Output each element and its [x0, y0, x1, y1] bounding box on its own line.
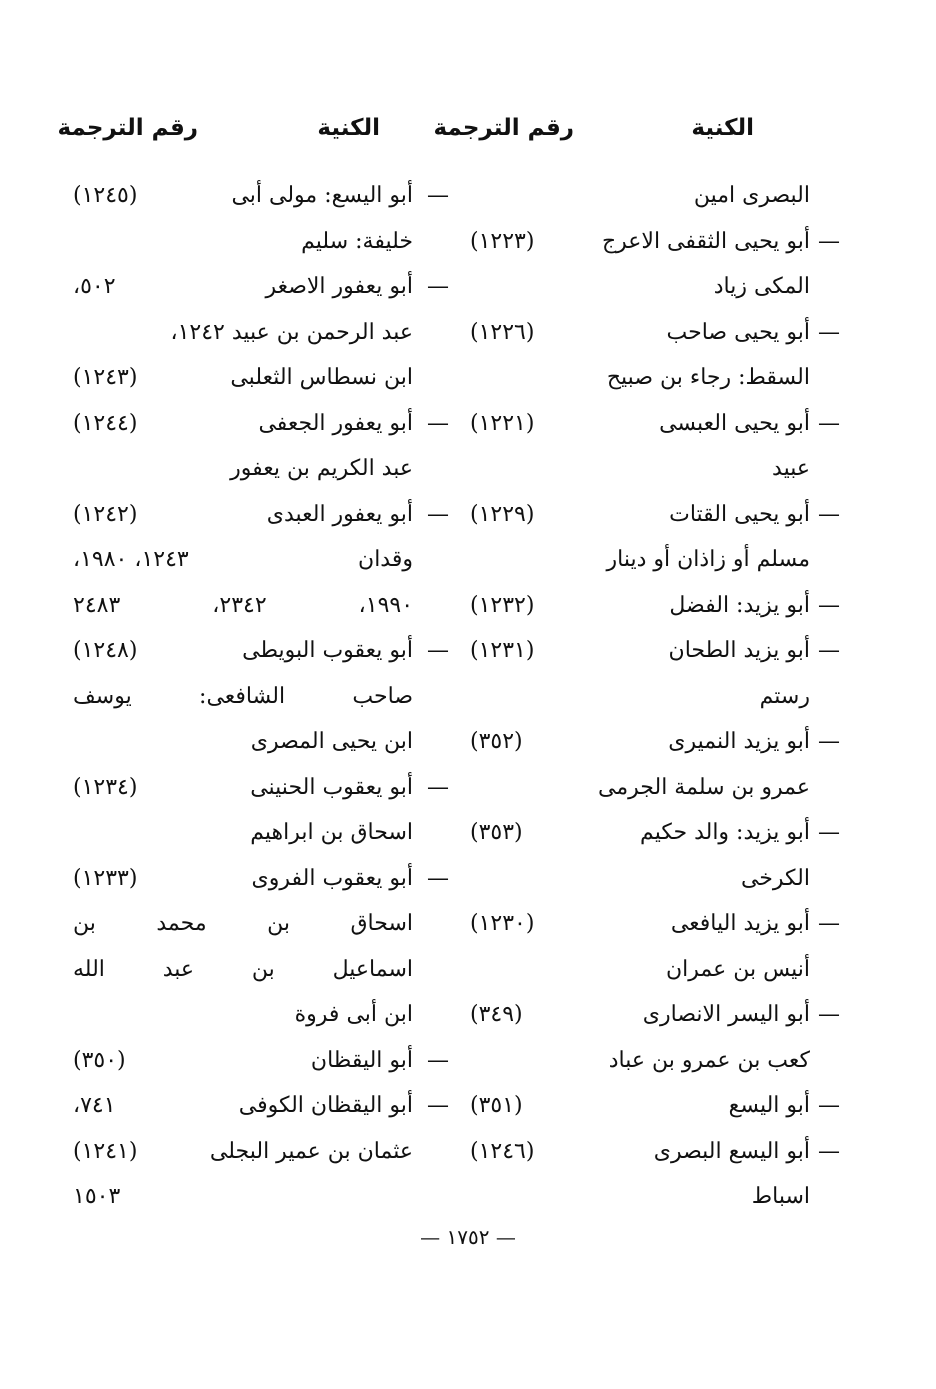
entry-name: وقدان	[358, 547, 413, 572]
entry-dash: —	[818, 1002, 840, 1027]
entry-number: (١٢٤٢)	[73, 501, 138, 527]
index-row	[73, 583, 413, 629]
entry-name: أبو يزيد اليافعى	[670, 911, 810, 936]
index-row	[73, 1083, 449, 1129]
entry-name: مسلم أو زاذان أو دينار	[606, 547, 810, 572]
entry-dash: —	[818, 638, 840, 663]
index-row	[470, 628, 840, 674]
index-row	[73, 264, 449, 310]
index-row	[73, 674, 413, 720]
entry-dash: —	[427, 774, 449, 800]
entry-name: الكرخى	[740, 865, 810, 891]
header-left-number: رقم الترجمة	[57, 115, 198, 141]
index-row	[470, 674, 810, 720]
entry-name: عبد الرحمن بن عبيد ١٢٤٢،	[170, 319, 413, 345]
entry-name: عبيد	[772, 456, 810, 481]
entry-name: أبو يزيد: والد حكيم	[640, 820, 810, 845]
entry-number: ١٥٠٣	[73, 1184, 121, 1209]
entry-number: (١٢٣٠)	[470, 911, 535, 936]
index-row	[470, 583, 840, 629]
entry-number: (١٢٢٩)	[470, 501, 535, 527]
index-row	[470, 219, 840, 265]
entry-name: أبو يحيى الثقفى الاعرج	[601, 228, 810, 254]
entry-number: (١٢٤٥)	[73, 183, 138, 208]
entry-dash: —	[427, 501, 449, 527]
entry-name: أبو يعفور العبدى	[266, 501, 413, 527]
entry-dash: —	[427, 638, 449, 663]
entry-dash: —	[427, 865, 449, 891]
header-right-number: رقم الترجمة	[433, 115, 574, 141]
index-row	[73, 1038, 449, 1084]
entry-name: أبو اليسر الانصارى	[642, 1002, 810, 1027]
index-column-right	[470, 173, 840, 1220]
index-row	[470, 173, 810, 219]
entry-number: (١٢٤٣)	[73, 365, 138, 390]
index-row	[470, 992, 840, 1038]
entry-name: عثمان بن عمير البجلى	[209, 1138, 413, 1164]
entry-dash: —	[818, 501, 840, 527]
index-row	[470, 492, 840, 538]
index-row	[73, 1129, 413, 1175]
index-row	[470, 355, 810, 401]
entry-number: (١٢٤٤)	[73, 410, 138, 436]
entry-dash: —	[427, 410, 449, 436]
index-row	[470, 1083, 840, 1129]
entry-number: (٣٤٩)	[470, 1002, 523, 1027]
entry-number: ٥٠٢،	[73, 274, 116, 299]
header-right-name: الكنية	[691, 115, 754, 141]
index-row	[470, 810, 840, 856]
entry-number: ٧٤١،	[73, 1093, 116, 1118]
index-row	[470, 310, 840, 356]
entry-dash: —	[818, 820, 840, 845]
entry-dash: —	[818, 592, 840, 618]
entry-name: أبو يزيد الطحان	[668, 638, 810, 663]
index-row	[73, 992, 413, 1038]
entry-number: (٣٥٣)	[470, 820, 523, 845]
entry-number: (١٢٣٢)	[470, 592, 535, 618]
index-row	[470, 719, 840, 765]
entry-name: رستم	[759, 683, 810, 709]
entry-name: أنيس بن عمران	[665, 956, 810, 982]
index-row	[73, 355, 413, 401]
entry-dash: —	[818, 319, 840, 345]
entry-name: أبو يعقوب البويطى	[242, 638, 413, 663]
entry-name: أبو يحيى العبسى	[659, 410, 810, 436]
entry-name: أبو يحيى القتات	[669, 501, 810, 527]
entry-name: ابن نسطاس الثعلبى	[230, 365, 413, 390]
index-row	[470, 947, 810, 993]
index-row	[73, 901, 413, 947]
index-row	[73, 310, 413, 356]
entry-dash: —	[818, 911, 840, 936]
entry-name: اسحاق بن ابراهيم	[250, 820, 413, 845]
entry-name: أبو اليسع: مولى أبى	[231, 183, 413, 208]
entry-number: (١٢٢٣)	[470, 228, 535, 254]
entry-number: (١٢٢٦)	[470, 319, 535, 345]
entry-dash: —	[427, 1047, 449, 1073]
index-row	[73, 537, 413, 583]
index-row	[73, 219, 413, 265]
index-row	[470, 446, 810, 492]
entry-name: خليفة: سليم	[301, 228, 413, 254]
entry-name: ابن أبى فروة	[294, 1002, 413, 1027]
entry-name: أبو اليسع	[728, 1093, 810, 1118]
index-row	[73, 628, 449, 674]
index-column-left	[73, 173, 449, 1220]
index-row	[470, 1129, 840, 1175]
entry-name: أبو يعقوب الحنينى	[250, 774, 413, 800]
entry-name: اسحاق بن محمد بن	[73, 911, 413, 936]
entry-name: أبو يزيد: الفضل	[669, 592, 810, 618]
entry-name: البصرى امين	[693, 183, 810, 208]
entry-name: اسماعيل بن عبد الله	[73, 956, 413, 982]
index-row	[73, 401, 449, 447]
entry-name: أبو اليقظان	[310, 1047, 413, 1073]
entry-name: أبو يحيى صاحب	[666, 319, 810, 345]
entry-name: السقط: رجاء بن صبيح	[606, 365, 810, 390]
index-row	[470, 264, 810, 310]
page-number: — ١٧٥٢ —	[420, 1225, 516, 1249]
entry-number: (١٢٤١)	[73, 1138, 138, 1164]
index-row	[73, 856, 449, 902]
index-row	[73, 1174, 413, 1220]
entry-number: ١٢٤٣، ١٩٨٠،	[73, 547, 189, 572]
index-row	[73, 173, 449, 219]
entry-name: ابن يحيى المصرى	[250, 729, 413, 754]
entry-number: (٣٥٢)	[470, 729, 523, 754]
entry-number: (٣٥٠)	[73, 1047, 126, 1073]
entry-name: صاحب الشافعى: يوسف	[73, 683, 413, 709]
entry-dash: —	[818, 228, 840, 254]
entry-dash: —	[818, 1138, 840, 1164]
entry-number: (١٢٤٦)	[470, 1138, 535, 1164]
entry-number: (١٢٢١)	[470, 410, 535, 436]
entry-name: أبو يعفور الاصغر	[265, 274, 413, 299]
index-row	[73, 492, 449, 538]
entry-name: كعب بن عمرو بن عباد	[608, 1047, 810, 1073]
index-row	[73, 947, 413, 993]
entry-name: ١٩٩٠، ٢٣٤٢، ٢٤٨٣	[73, 592, 414, 618]
index-row	[73, 810, 413, 856]
entry-dash: —	[427, 1093, 449, 1118]
entry-number: (١٢٣١)	[470, 638, 535, 663]
index-row	[470, 401, 840, 447]
entry-dash: —	[818, 1093, 840, 1118]
entry-number: (١٢٤٨)	[73, 638, 138, 663]
index-row	[73, 719, 413, 765]
index-row	[470, 901, 840, 947]
index-row	[470, 537, 810, 583]
entry-name: أبو يعفور الجعفى	[258, 410, 413, 436]
entry-dash: —	[818, 729, 840, 754]
entry-number: (١٢٣٤)	[73, 774, 138, 800]
entry-name: عمرو بن سلمة الجرمى	[598, 774, 810, 800]
entry-name: أبو يعقوب الفروى	[251, 865, 413, 891]
entry-number: (٣٥١)	[470, 1093, 523, 1118]
entry-dash: —	[818, 410, 840, 436]
entry-number: (١٢٣٣)	[73, 865, 138, 891]
index-row	[470, 856, 810, 902]
index-row	[470, 765, 810, 811]
entry-name: أبو يزيد النميرى	[668, 729, 810, 754]
entry-name: اسباط	[751, 1184, 810, 1209]
entry-name: أبو اليسع البصرى	[653, 1138, 810, 1164]
entry-name: المكى زياد	[713, 274, 810, 299]
index-row	[470, 1174, 810, 1220]
entry-dash: —	[427, 274, 449, 299]
entry-name: أبو اليقظان الكوفى	[238, 1093, 413, 1118]
entry-name: عبد الكريم بن يعفور	[230, 456, 413, 481]
entry-dash: —	[427, 183, 449, 208]
index-row	[73, 765, 449, 811]
header-left-name: الكنية	[317, 115, 380, 141]
index-row	[73, 446, 413, 492]
index-row	[470, 1038, 810, 1084]
